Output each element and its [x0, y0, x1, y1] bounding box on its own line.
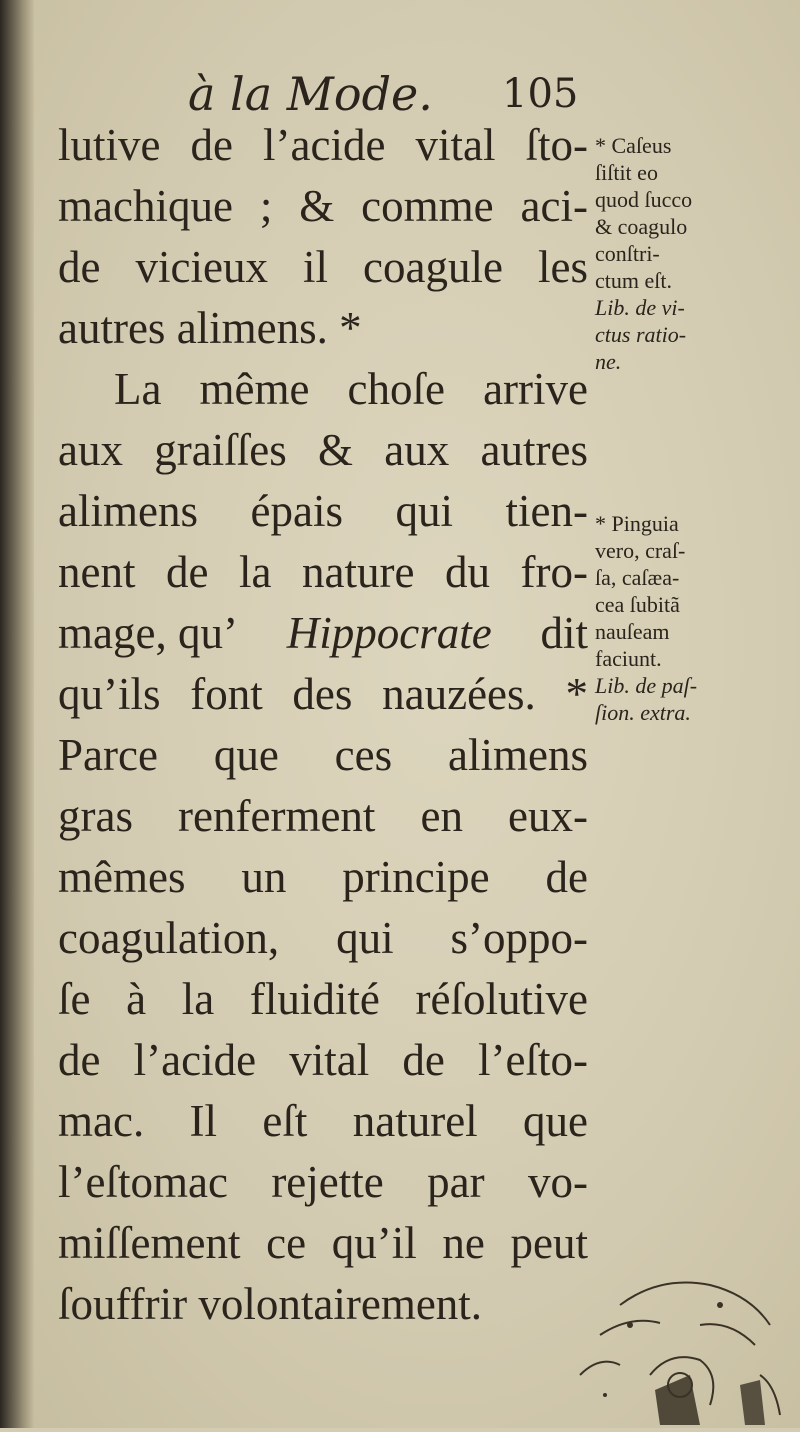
- note-line: nauſeam: [595, 619, 670, 644]
- page-header: [170, 66, 610, 122]
- text-line: lutive de l’acide vital ſto-: [58, 120, 588, 170]
- text-line: de l’acide vital de l’eſto-: [58, 1035, 588, 1085]
- text-line-with-italic: [58, 603, 588, 664]
- page-gutter: [0, 0, 34, 1428]
- note-line: & coagulo: [595, 214, 688, 239]
- italic-name: Hippocrate: [286, 608, 492, 658]
- paragraph-start-line: La même choſe arrive: [114, 364, 588, 414]
- text-line: autres alimens. *: [58, 303, 362, 353]
- running-title: à la Mode.: [188, 67, 433, 121]
- margin-note-2: [595, 510, 795, 726]
- margin-note-1: [595, 132, 795, 375]
- note-line: ſiſtit eo: [595, 160, 658, 185]
- page-number: 105: [502, 71, 579, 117]
- note-source-line: ne.: [595, 349, 622, 374]
- note-line: * Pinguia: [595, 511, 679, 536]
- note-source-line: ſion. extra.: [595, 700, 691, 725]
- text-line: mac. Il eſt naturel que: [58, 1096, 588, 1146]
- text-line: mêmes un principe de: [58, 852, 588, 902]
- text-line: ſe à la fluidité réſolutive: [58, 974, 588, 1024]
- text-line: miſſement ce qu’il ne peut: [58, 1218, 588, 1268]
- note-line: ctum eſt.: [595, 268, 672, 293]
- text-line: coagulation, qui s’oppo-: [58, 913, 588, 963]
- text-line: gras renferment en eux-: [58, 791, 588, 841]
- main-text-column: [58, 115, 588, 1335]
- note-line: vero, craſ-: [595, 538, 686, 563]
- note-line: quod ſucco: [595, 187, 693, 212]
- text-line: nent de la nature du fro-: [58, 547, 588, 597]
- text-line: ſouffrir volontairement.: [58, 1279, 483, 1329]
- note-line: ſa, caſæa-: [595, 565, 680, 590]
- text-line: aux graiſſes & aux autres: [58, 425, 588, 475]
- note-source-line: Lib. de vi-: [595, 295, 685, 320]
- note-line: * Caſeus: [595, 133, 672, 158]
- text-line: de vicieux il coagule les: [58, 242, 588, 292]
- note-source-line: ctus ratio-: [595, 322, 687, 347]
- text-line: l’eſtomac rejette par vo-: [58, 1157, 588, 1207]
- note-line: conſtri-: [595, 241, 660, 266]
- text-line: Parce que ces alimens: [58, 730, 588, 780]
- note-line: cea ſubitã: [595, 592, 680, 617]
- engraved-ornament-icon: [560, 1265, 800, 1428]
- text-line: qu’ils font des nauzées. *: [58, 669, 588, 719]
- text-line: machique ; & comme aci-: [58, 181, 588, 231]
- text-segment: mage, qu’: [58, 608, 238, 658]
- note-source-line: Lib. de paſ-: [595, 673, 698, 698]
- note-line: faciunt.: [595, 646, 662, 671]
- text-segment: dit: [540, 608, 588, 658]
- text-line: alimens épais qui tien-: [58, 486, 588, 536]
